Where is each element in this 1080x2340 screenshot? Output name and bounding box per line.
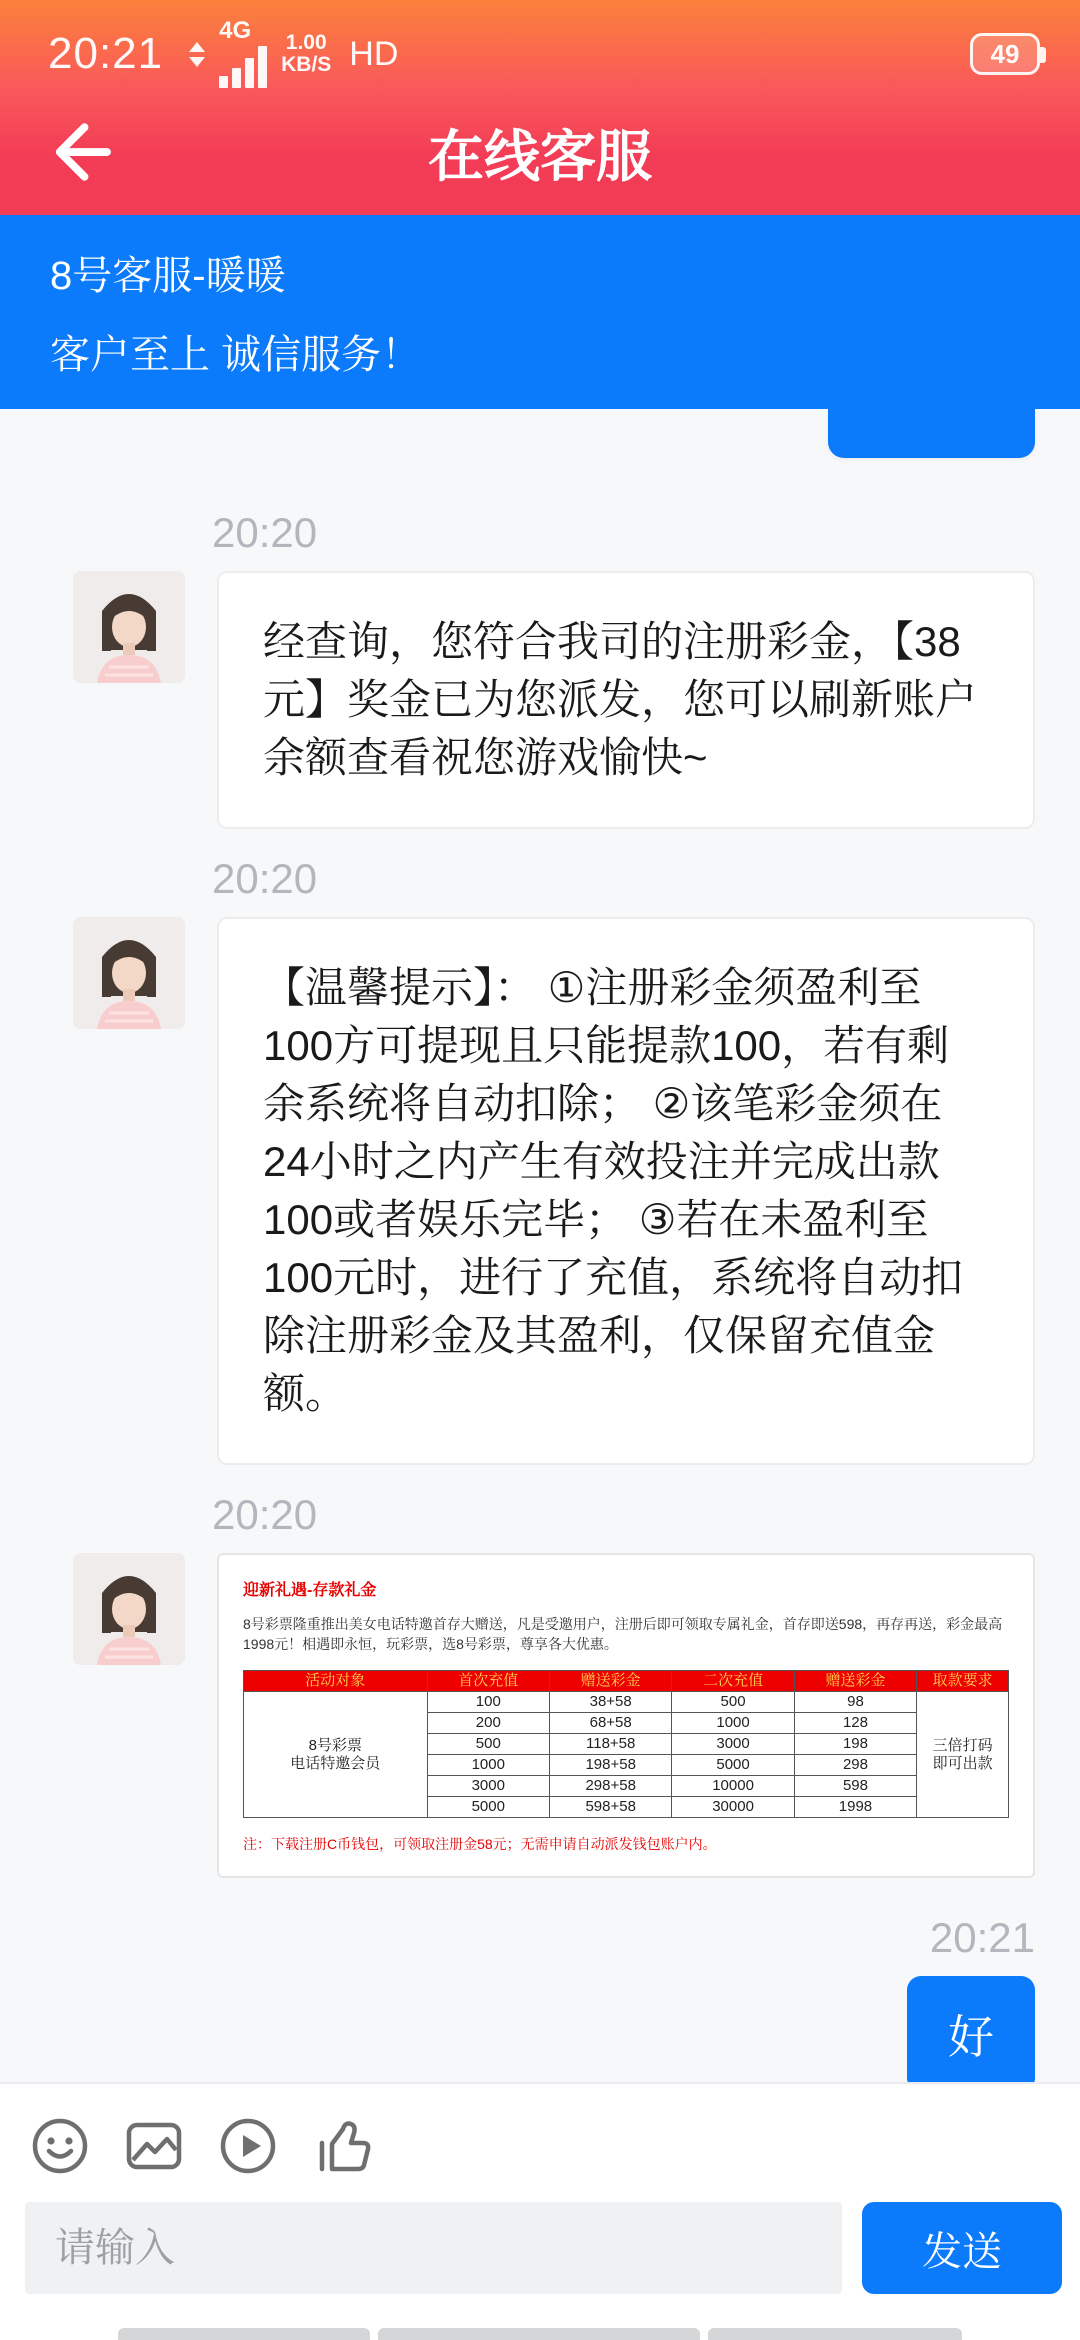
signal-bars-icon [219,42,267,88]
agent-message-bubble: 经查询，您符合我司的注册彩金，【38元】奖金已为您派发，您可以刷新账户余额查看祝您游戏愉快~ [217,571,1035,829]
data-updown-icon [189,42,205,67]
partial-user-bubble [828,409,1035,458]
promo-description: 8号彩票隆重推出美女电话特邀首存大赠送，凡是受邀用户，注册后即可领取专属礼金，首存即送598，再存再送，彩金最高1998元！相遇即永恒，玩彩票，选8号彩票，尊享各大优惠。 [243,1616,1003,1652]
promo-title: 迎新礼遇-存款礼金 [243,1582,377,1599]
video-icon[interactable] [216,2114,280,2178]
app-header [0,0,1080,215]
table-row: 5000 598+58 30000 1998 [244,1797,1009,1818]
promo-requirement-cell: 三倍打码 即可出款 [917,1692,1009,1818]
table-row: 200 68+58 1000 128 [244,1713,1009,1734]
user-message-bubble: 好 [907,1976,1035,2082]
promo-note: 注：下载注册C币钱包，可领取注册金58元；无需申请自动派发钱包账户内。 [243,1836,717,1852]
table-row: 1000 198+58 5000 298 [244,1755,1009,1776]
keyboard-hint-bars [0,2328,1080,2340]
agent-avatar [73,917,185,1029]
status-bar [0,0,1080,90]
hd-indicator: HD [349,34,399,73]
message-input[interactable] [25,2202,842,2294]
hint-bar [708,2328,962,2340]
message-timestamp: 20:20 [212,1491,318,1538]
message-timestamp: 20:20 [212,855,318,902]
hint-bar [118,2328,370,2340]
network-type-label: 4G [219,17,252,44]
back-icon[interactable] [40,112,120,192]
agent-name: 8号客服-暖暖 [50,254,286,298]
promo-image-message[interactable] [217,1553,1035,1878]
status-time: 20:21 [48,29,164,78]
battery-icon: 49 [970,33,1040,75]
promo-table-header-row: 活动对象 首次充值 赠送彩金 二次充值 赠送彩金 取款要求 [244,1671,1009,1692]
chat-area[interactable] [0,409,1080,2082]
agent-message-row [0,571,1080,829]
agent-message-bubble: 【温馨提示】： ①注册彩金须盈利至100方可提现且只能提款100，若有剩余系统将自动扣除； ②该笔彩金须在24小时之内产生有效投注并完成出款100或者娱乐完毕； ③若在未盈利至100元时，进行了充值，系统将自动扣除注册彩金及其盈利，仅保留充值金额。 [217,917,1035,1465]
agent-avatar [73,571,185,683]
agent-avatar [73,1553,185,1665]
message-timestamp: 20:20 [212,509,318,556]
nav-bar [0,90,1080,215]
service-banner [0,215,1080,409]
emoji-icon[interactable] [28,2114,92,2178]
promo-table [243,1670,1009,1818]
message-timestamp: 20:21 [929,1914,1035,1961]
network-speed: 1.00 KB/S [281,31,332,76]
send-button[interactable]: 发送 [862,2202,1062,2294]
table-row: 8号彩票 电话特邀会员 100 38+58 500 98 三倍打码 即可出款 [244,1692,1009,1713]
hint-bar [378,2328,700,2340]
page-title: 在线客服 [428,124,652,188]
thumbs-up-icon[interactable] [310,2114,374,2178]
composer-input-row [0,2180,1080,2294]
signal-indicator [219,17,267,88]
agent-message-row [0,917,1080,1465]
table-row: 3000 298+58 10000 598 [244,1776,1009,1797]
promo-member-cell: 8号彩票 电话特邀会员 [244,1692,428,1818]
service-slogan: 客户至上 诚信服务！ [50,333,422,377]
image-icon[interactable] [122,2114,186,2178]
composer [0,2082,1080,2340]
composer-toolbar [0,2084,1080,2180]
agent-message-row [0,1553,1080,1878]
table-row: 500 118+58 3000 198 [244,1734,1009,1755]
